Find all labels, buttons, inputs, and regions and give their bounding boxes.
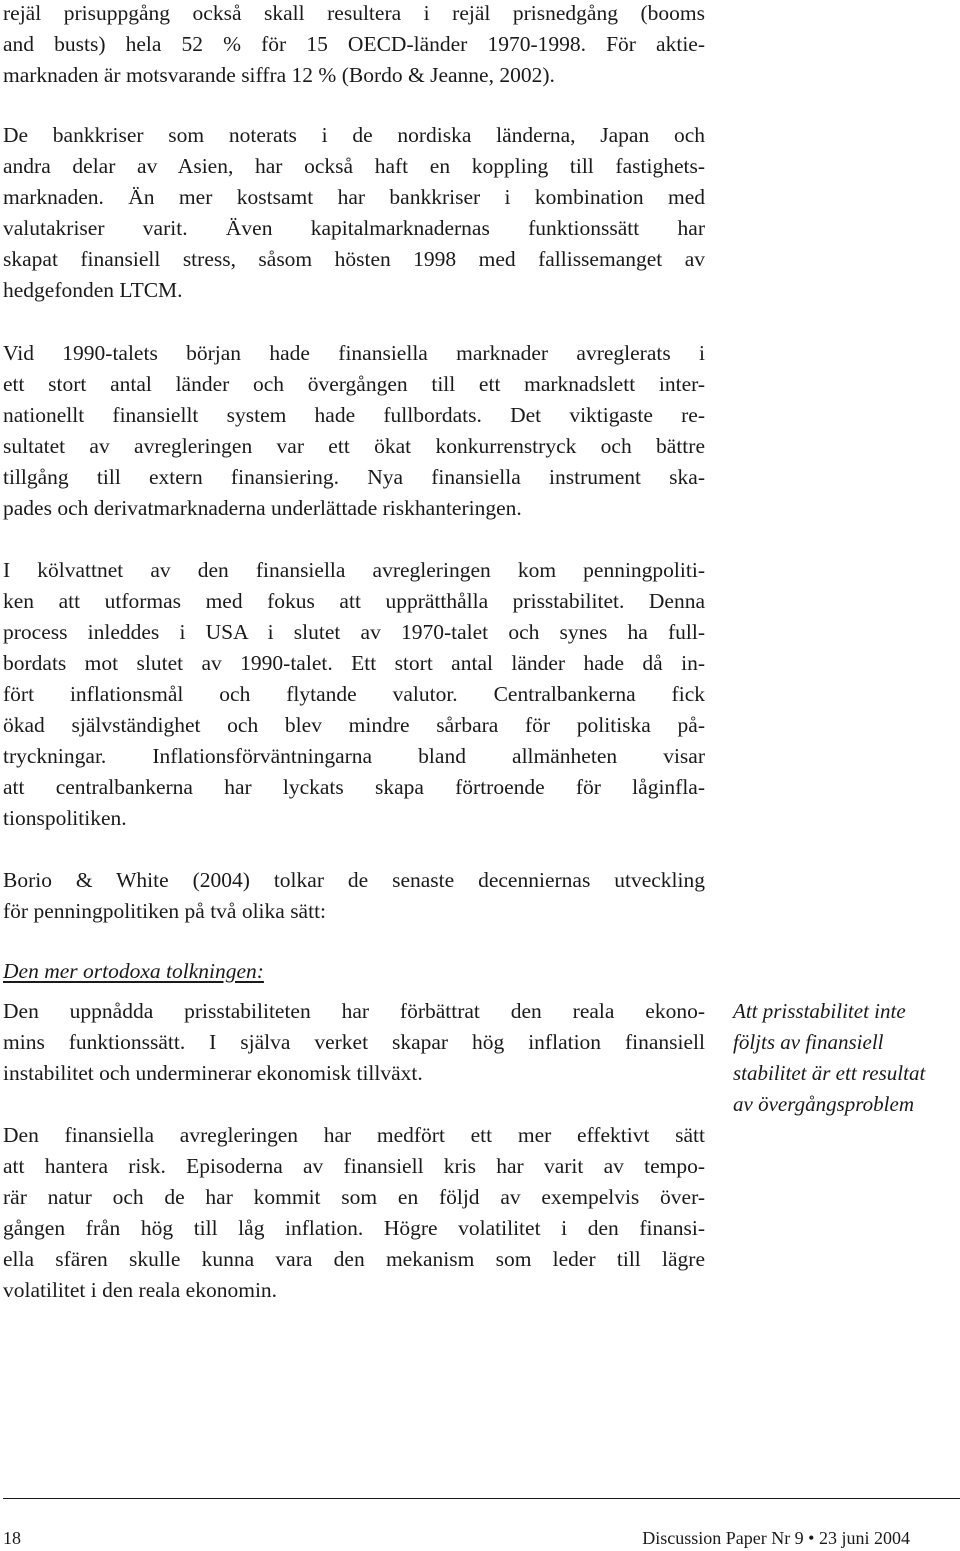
text-line: valutakriser varit. Även kapitalmarknadernas funktionssätt har [3, 216, 705, 240]
text-line: sultatet av avregleringen var ett ökat konkurrenstryck och bättre [3, 434, 705, 458]
text-line: ökad självständighet och blev mindre sårbara för politiska på- [3, 713, 705, 737]
text-line: marknaden. Än mer kostsamt har bankkriser i kombination med [3, 185, 705, 209]
margin-note-line: följts av finansiell [733, 1030, 884, 1054]
text-line: tryckningar. Inflationsförväntningarna bland allmänheten visar [3, 744, 705, 768]
text-line: ella sfären skulle kunna vara den mekanism som leder till lägre [3, 1247, 705, 1271]
text-line: Borio & White (2004) tolkar de senaste decenniernas utveckling [3, 868, 705, 892]
text-line: ken att utformas med fokus att upprätthålla prisstabilitet. Denna [3, 589, 705, 613]
text-line: nationellt finansiellt system hade fullbordats. Det viktigaste re- [3, 403, 705, 427]
text-line: tillgång till extern finansiering. Nya finansiella instrument ska- [3, 465, 705, 489]
paragraph-2 [3, 120, 705, 306]
text-line: and busts) hela 52 % för 15 OECD-länder 1970-1998. För aktie- [3, 32, 705, 56]
text-line: mins funktionssätt. I själva verket skapar hög inflation finansiell [3, 1030, 705, 1054]
publication-info: Discussion Paper Nr 9 • 23 juni 2004 [642, 1528, 910, 1548]
paragraph-4 [3, 555, 705, 834]
text-line: Den uppnådda prisstabiliteten har förbättrat den reala ekono- [3, 999, 705, 1023]
text-line: skapat finansiell stress, såsom hösten 1998 med fallissemanget av [3, 247, 705, 271]
section-paragraph-1 [3, 996, 705, 1089]
text-line: I kölvattnet av den finansiella avregleringen kom penningpoliti- [3, 558, 705, 582]
text-line: marknaden är motsvarande siffra 12 % (Bordo & Jeanne, 2002). [3, 63, 555, 87]
text-line: pades och derivatmarknaderna underlättade riskhanteringen. [3, 496, 522, 520]
text-line: tionspolitiken. [3, 806, 127, 830]
text-line: De bankkriser som noterats i de nordiska länderna, Japan och [3, 123, 705, 147]
text-line: hedgefonden LTCM. [3, 278, 183, 302]
margin-note-line: Att prisstabilitet inte [733, 999, 906, 1023]
paragraph-1 [3, 0, 705, 91]
margin-note-line: stabilitet är ett resultat [733, 1061, 926, 1085]
paragraph-5 [3, 865, 705, 927]
text-line: ett stort antal länder och övergången till ett marknadslett inter- [3, 372, 705, 396]
margin-note [733, 996, 960, 1120]
text-line: att centralbankerna har lyckats skapa förtroende för låginfla- [3, 775, 705, 799]
text-line: bordats mot slutet av 1990-talet. Ett stort antal länder hade då in- [3, 651, 705, 675]
text-line: rär natur och de har kommit som en följd av exempelvis över- [3, 1185, 705, 1209]
text-line: gången från hög till låg inflation. Högre volatilitet i den finansi- [3, 1216, 705, 1240]
text-line: andra delar av Asien, har också haft en koppling till fastighets- [3, 154, 705, 178]
margin-note-line: av övergångsproblem [733, 1092, 914, 1116]
text-line: volatilitet i den reala ekonomin. [3, 1278, 278, 1302]
section-paragraph-2 [3, 1120, 705, 1306]
paragraph-3 [3, 338, 705, 524]
text-line: process inleddes i USA i slutet av 1970-talet och synes ha full- [3, 620, 705, 644]
section-heading: Den mer ortodoxa tolkningen: [3, 959, 264, 983]
text-line: för penningpolitiken på två olika sätt: [3, 899, 327, 923]
text-line: rejäl prisuppgång också skall resultera i rejäl prisnedgång (booms [3, 1, 705, 25]
text-line: instabilitet och underminerar ekonomisk tillväxt. [3, 1061, 423, 1085]
text-line: Vid 1990-talets början hade finansiella marknader avreglerats i [3, 341, 705, 365]
footer-divider [3, 1498, 960, 1499]
text-line: Den finansiella avregleringen har medfört ett mer effektivt sätt [3, 1123, 705, 1147]
page-number: 18 [3, 1528, 21, 1548]
text-line: att hantera risk. Episoderna av finansiell kris har varit av tempo- [3, 1154, 705, 1178]
text-line: fört inflationsmål och flytande valutor. Centralbankerna fick [3, 682, 705, 706]
